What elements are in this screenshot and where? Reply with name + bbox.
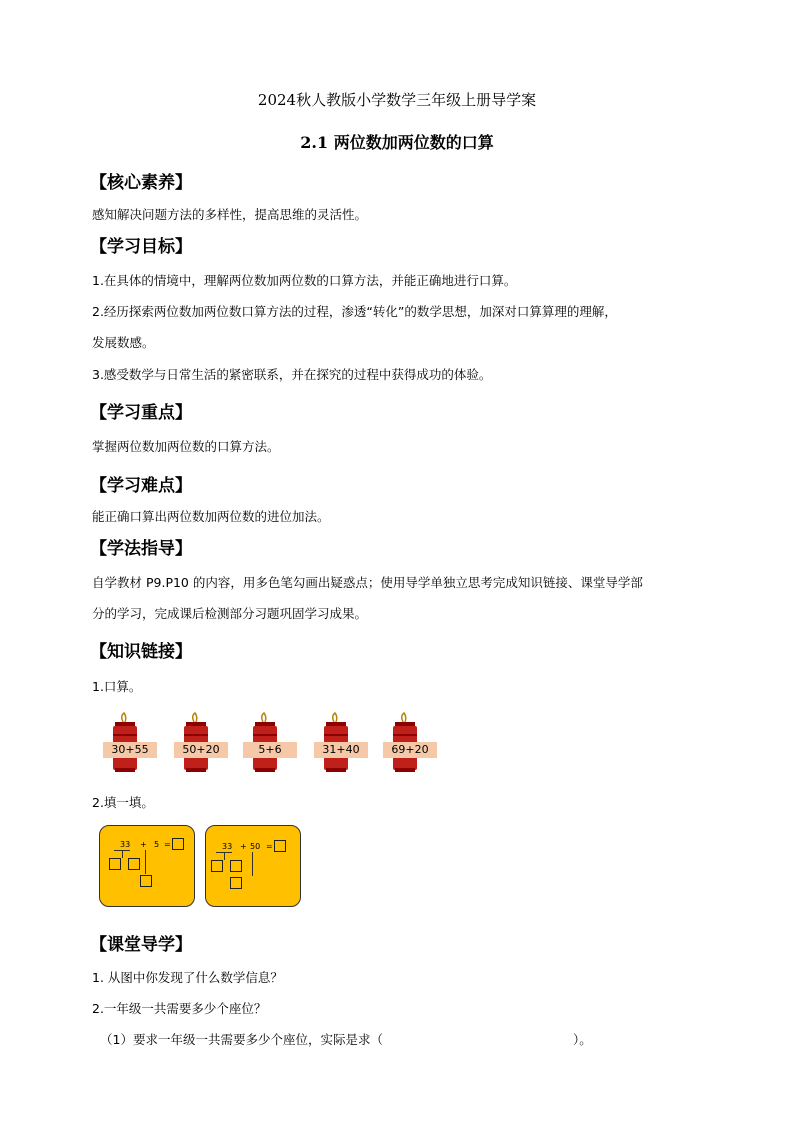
heading-knowledge-links: 【知识链接】 xyxy=(90,642,192,662)
firecracker-card xyxy=(314,712,386,774)
lesson-subtitle: 2.1 两位数加两位数的口算 xyxy=(300,133,494,152)
key-points-text: 掌握两位数加两位数的口算方法。 xyxy=(92,439,280,454)
firecracker-card xyxy=(243,712,315,774)
fill-in-card xyxy=(205,825,301,907)
equals-sign: = xyxy=(164,840,171,849)
operator: + xyxy=(140,840,147,849)
split-blank[interactable] xyxy=(230,860,242,872)
class-question-2: 2.一年级一共需要多少个座位？ xyxy=(92,1001,267,1016)
split-line xyxy=(216,852,232,853)
sum-blank[interactable] xyxy=(230,877,242,889)
split-line xyxy=(224,852,225,860)
goal-line-3: 3.感受数学与日常生活的紧密联系，并在探究的过程中获得成功的体验。 xyxy=(92,367,492,382)
class-question-1: 1. 从图中你发现了什么数学信息？ xyxy=(92,970,283,985)
method-line-2: 分的学习，完成课后检测部分习题巩固学习成果。 xyxy=(92,606,368,621)
links-question-1: 1.口算。 xyxy=(92,679,142,694)
question-prefix: （1）要求一年级一共需要多少个座位，实际是求（ xyxy=(100,1032,383,1047)
split-line xyxy=(122,850,123,858)
heading-classroom-guide: 【课堂导学】 xyxy=(90,935,192,955)
core-literacy-text: 感知解决问题方法的多样性，提高思维的灵活性。 xyxy=(92,207,368,222)
split-line xyxy=(114,850,130,851)
number-b: 50 xyxy=(250,842,261,851)
number-b: 5 xyxy=(154,840,160,849)
expression-label: 69+20 xyxy=(383,742,437,758)
question-suffix: ）。 xyxy=(572,1032,592,1047)
method-line-1: 自学教材 P9.P10 的内容，用多色笔勾画出疑惑点；使用导学单独立思考完成知识链接、课堂导学部 xyxy=(92,575,643,590)
number-a: 33 xyxy=(222,842,233,851)
heading-core-literacy: 【核心素养】 xyxy=(90,173,192,193)
goal-line-2: 2.经历探索两位数加两位数口算方法的过程，渗透“转化”的数学思想，加深对口算算理的理解， xyxy=(92,304,617,319)
difficulties-text: 能正确口算出两位数加两位数的进位加法。 xyxy=(92,509,330,524)
heading-learning-goals: 【学习目标】 xyxy=(90,237,192,257)
expression-label: 31+40 xyxy=(314,742,368,758)
expression-label: 30+55 xyxy=(103,742,157,758)
split-blank[interactable] xyxy=(109,858,121,870)
equals-sign: = xyxy=(266,842,273,851)
split-line xyxy=(252,852,253,876)
answer-blank[interactable] xyxy=(274,840,286,852)
document-title: 2024秋人教版小学数学三年级上册导学案 xyxy=(257,91,537,109)
expression-label: 50+20 xyxy=(174,742,228,758)
split-line xyxy=(145,850,146,874)
links-question-2: 2.填一填。 xyxy=(92,795,154,810)
answer-blank[interactable] xyxy=(172,838,184,850)
class-question-2-1 xyxy=(100,1030,592,1048)
heading-key-points: 【学习重点】 xyxy=(90,403,192,423)
split-blank[interactable] xyxy=(128,858,140,870)
heading-study-method: 【学法指导】 xyxy=(90,539,192,559)
goal-line-1: 1.在具体的情境中，理解两位数加两位数的口算方法，并能正确地进行口算。 xyxy=(92,273,517,288)
expression-label: 5+6 xyxy=(243,742,297,758)
heading-difficulties: 【学习难点】 xyxy=(90,476,192,496)
number-a: 33 xyxy=(120,840,131,849)
firecracker-card xyxy=(103,712,175,774)
fill-in-card xyxy=(99,825,195,907)
operator: + xyxy=(240,842,247,851)
firecracker-card xyxy=(174,712,246,774)
goal-line-2-cont: 发展数感。 xyxy=(92,335,155,350)
split-blank[interactable] xyxy=(211,860,223,872)
firecracker-card xyxy=(383,712,455,774)
sum-blank[interactable] xyxy=(140,875,152,887)
